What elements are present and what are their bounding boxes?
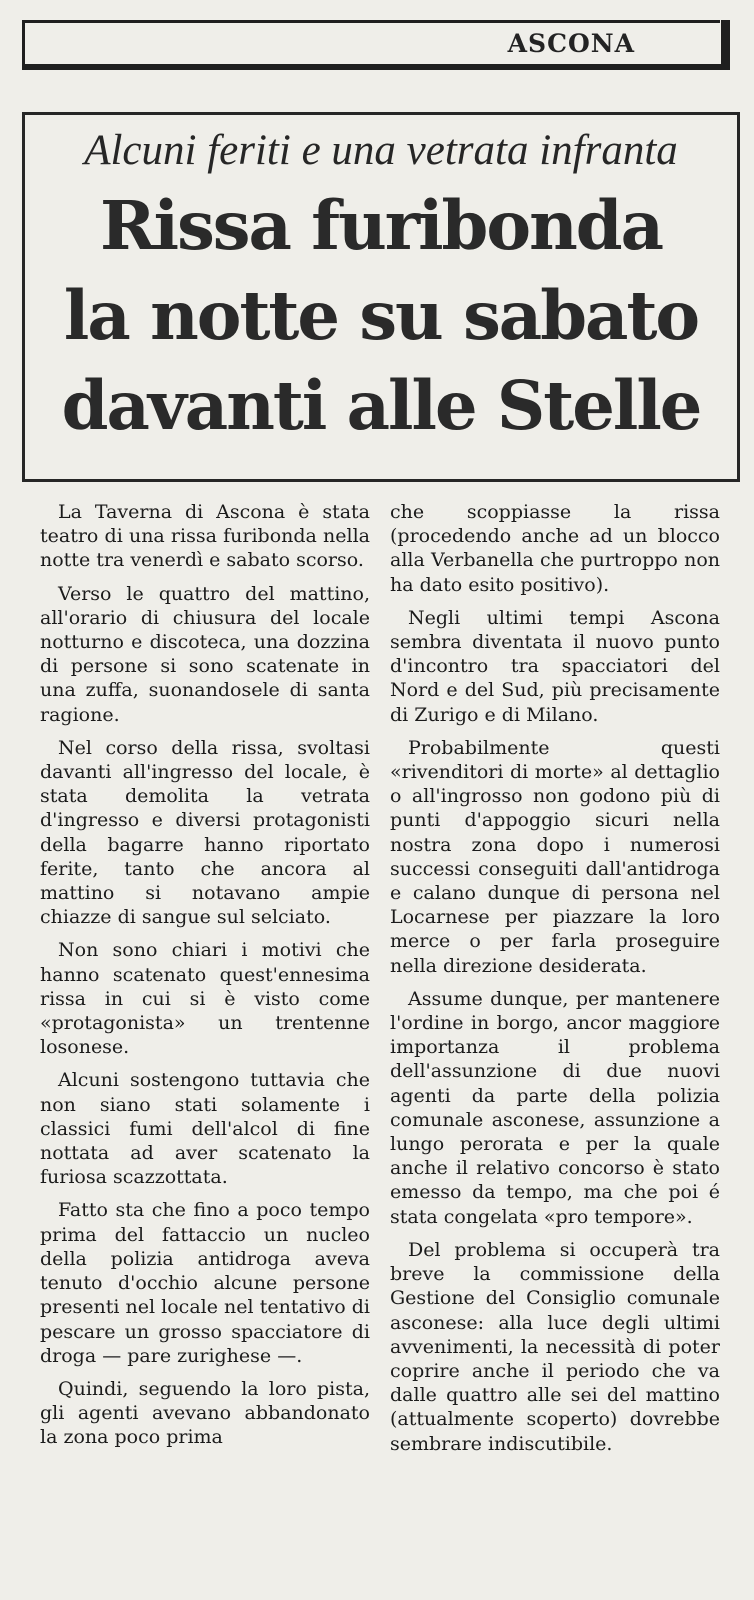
paragraph: Verso le quattro del mattino, all'orario di chiusura del locale notturno e discoteca, una dozzina di persone si sono scatenate in una zuffa, suonandosele di santa ragione. xyxy=(40,582,370,726)
paragraph: Negli ultimi tempi Ascona sembra diventata il nuovo punto d'incontro tra spacciatori del Nord e del Sud, più precisamente di Zurigo e di Milano. xyxy=(390,606,720,726)
rule-right xyxy=(721,20,730,70)
headline-line: davanti alle Stelle xyxy=(61,366,701,445)
paragraph-continued: che scoppiasse la rissa (procedendo anche ad un blocco alla Verbanella che purtroppo non ha dato esito positivo). xyxy=(390,501,720,596)
headline-line: Rissa furibonda xyxy=(99,186,663,265)
headline-line: la notte su sabato xyxy=(63,276,699,355)
article-column-left xyxy=(40,500,370,1459)
rule-top xyxy=(22,20,720,23)
paragraph: Nel corso della rissa, svoltasi davanti all'ingresso del locale, è stata demolita la vetrata d'ingresso e diversi protagonisti della bagarre hanno riportato ferite, tanto che ancora al mattino si notavano ampie chiazze di sangue sul selciato. xyxy=(40,736,370,929)
kicker: Alcuni feriti e una vetrata infranta xyxy=(84,127,678,174)
headline xyxy=(25,181,737,451)
paragraph: Quindi, seguendo la loro pista, gli agenti avevano abbandonato la zona poco prima xyxy=(40,1377,370,1449)
paragraph: Non sono chiari i motivi che hanno scatenato quest'ennesima rissa in cui si è visto come «protagonista» un trentenne losonese. xyxy=(40,939,370,1059)
paragraph: La Taverna di Ascona è stata teatro di una rissa furibonda nella notte tra venerdì e sabato scorso. xyxy=(40,501,370,572)
paragraph: Fatto sta che fino a poco tempo prima del fattaccio un nucleo della polizia antidroga aveva tenuto d'occhio alcune persone presenti nel locale nel tentativo di pescare un grosso spacciatore di droga — pare zurighese —. xyxy=(40,1199,370,1367)
section-label: ASCONA xyxy=(507,29,635,58)
section-header-bar xyxy=(22,20,730,70)
paragraph: Del problema si occuperà tra breve la commissione della Gestione del Consiglio comunale asconese: alla luce degli ultimi avvenimenti, la necessità di poter coprire anche il periodo che va dalle quattro alle sei del mattino (attualmente scoperto) dovrebbe sembrare indiscutibile. xyxy=(390,1238,720,1455)
headline-box xyxy=(22,112,740,482)
paragraph: Alcuni sostengono tuttavia che non siano stati solamente i classici fumi dell'alcol di fine nottata ad aver scatenato la furiosa scazzottata. xyxy=(40,1069,370,1189)
rule-bottom xyxy=(22,64,730,70)
article-column-right xyxy=(390,500,720,1465)
paragraph: Probabilmente questi «rivenditori di morte» al dettaglio o all'ingrosso non godono più di punti d'appoggio sicuri nella nostra zona dopo i numerosi successi conseguiti dall'antidroga e calano dunque di persona nel Locarnese per piazzare la loro merce o per farla proseguire nella direzione desiderata. xyxy=(390,736,720,977)
rule-left xyxy=(22,20,25,64)
paragraph: Assume dunque, per mantenere l'ordine in borgo, ancor maggiore importanza il problema dell'assunzione di due nuovi agenti da parte della polizia comunale asconese, assunzione a lungo perorata e per la quale anche il relativo concorso è stato emesso da tempo, ma che poi é stata congelata «pro tempore». xyxy=(390,987,720,1228)
